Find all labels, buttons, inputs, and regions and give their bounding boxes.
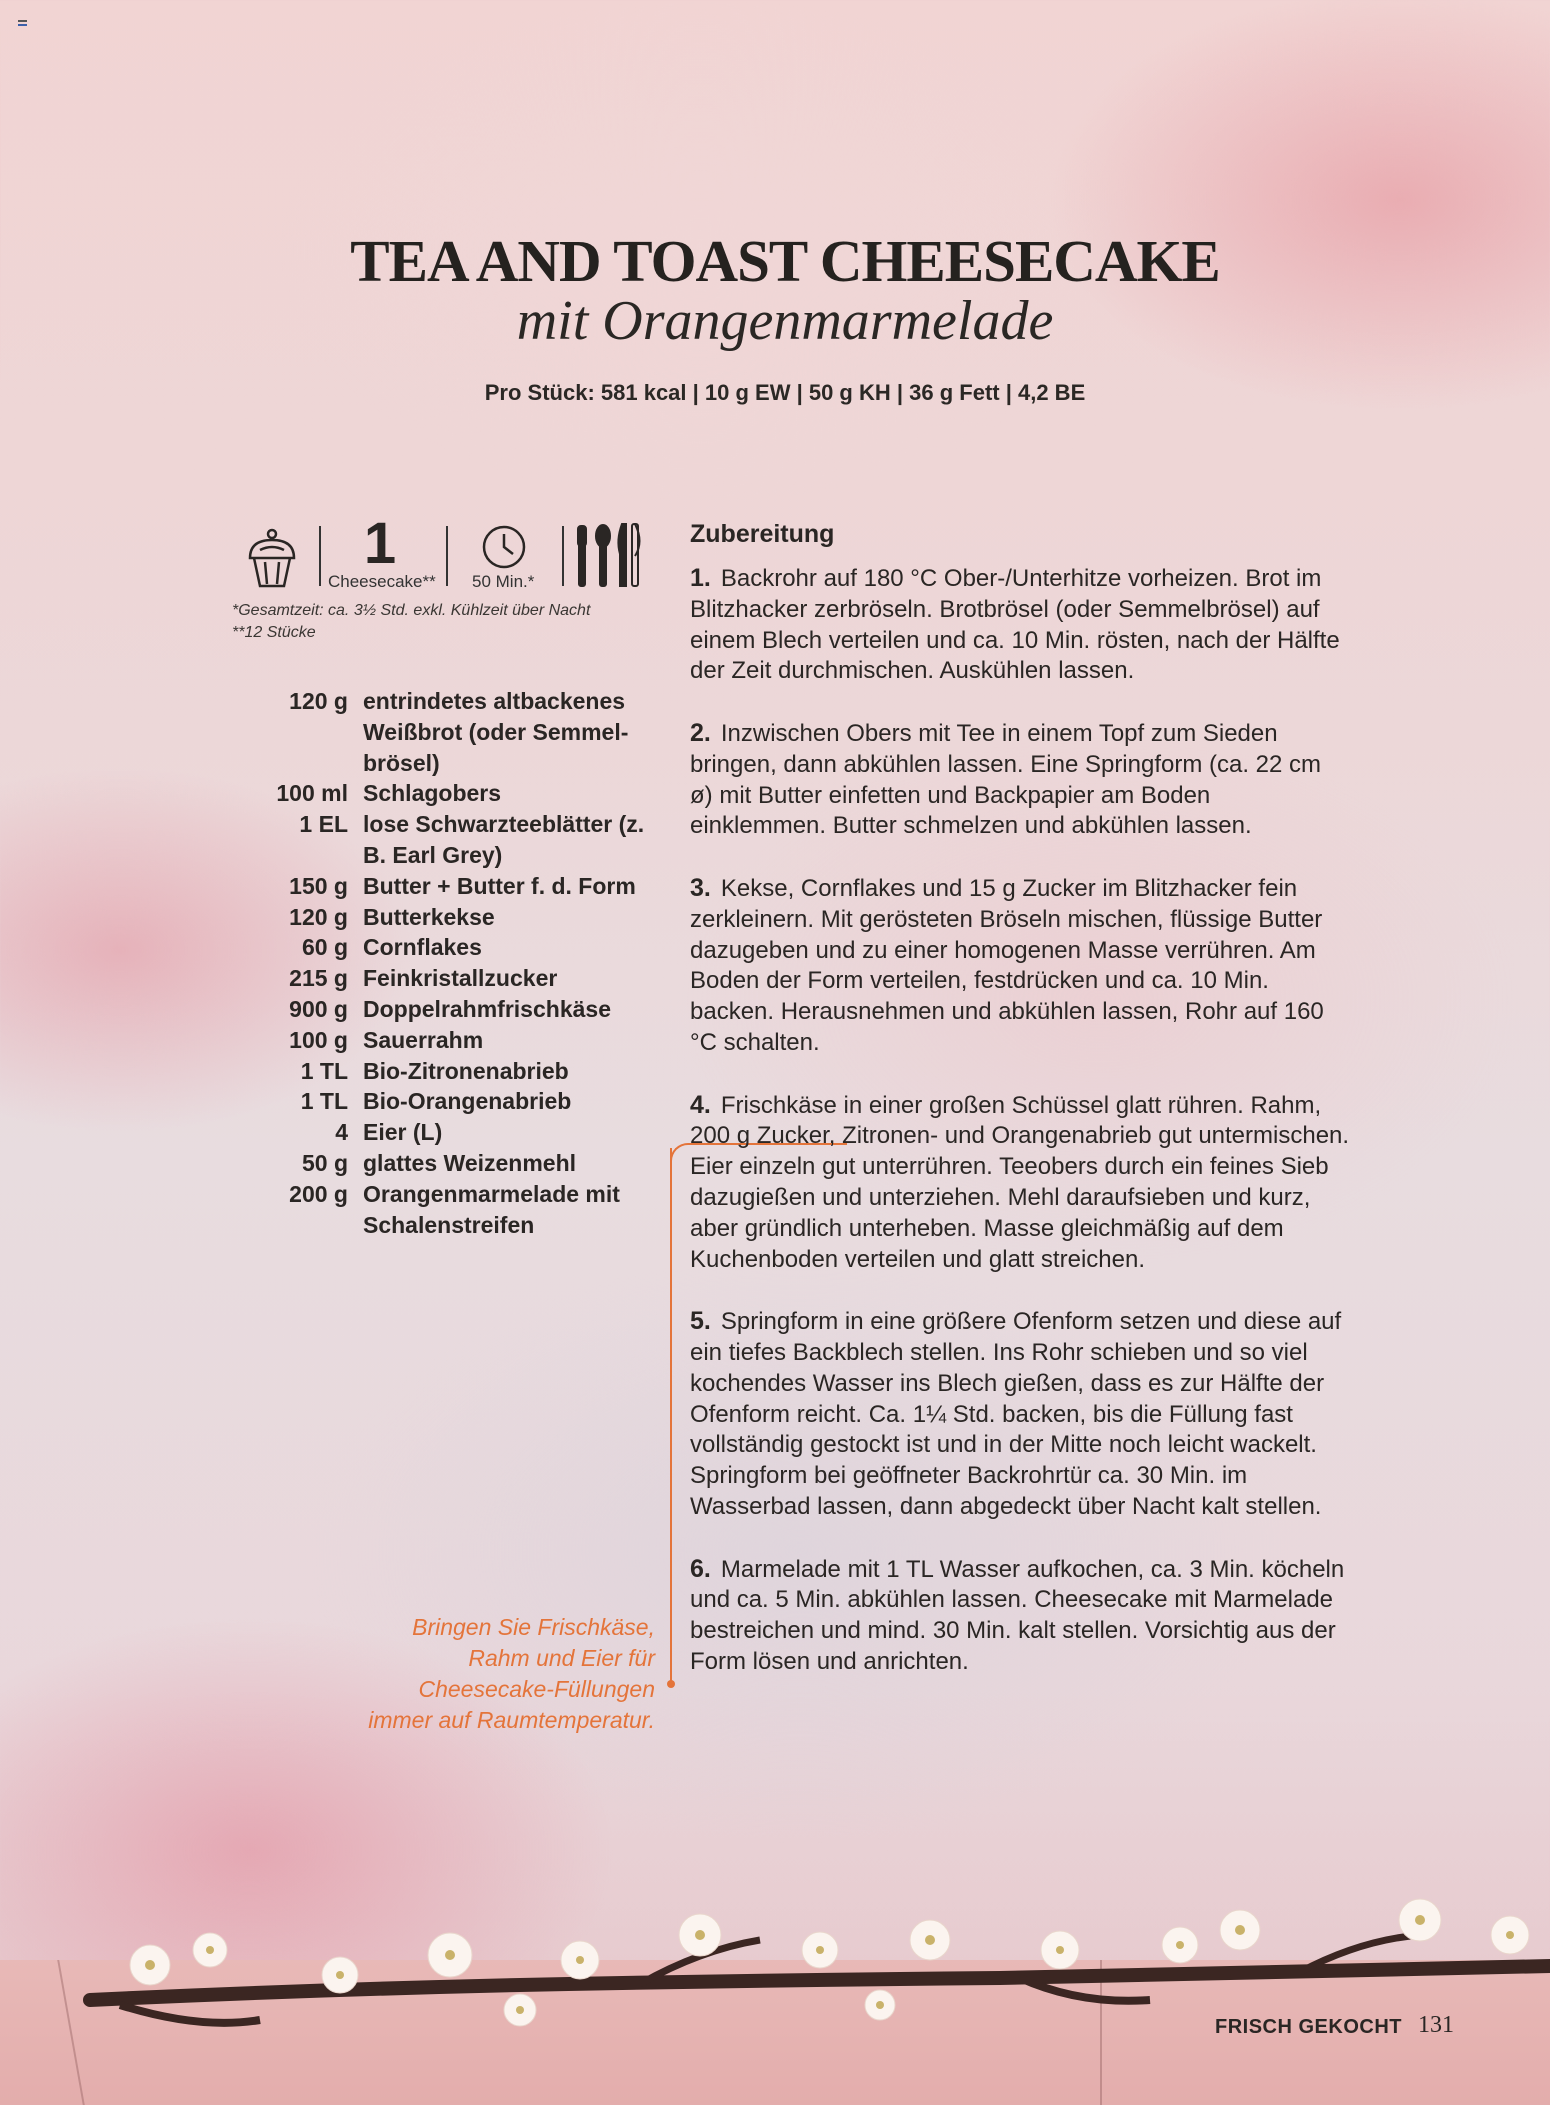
ingredient-row [232,1056,662,1087]
footnote-time: *Gesamtzeit: ca. 3½ Std. exkl. Kühlzeit über Nacht [232,602,591,619]
tip-connector-line [670,1148,672,1686]
step-number: 3. [690,873,711,902]
step [690,1554,1350,1678]
footnote-pieces: **12 Stücke [232,624,316,641]
tip-text: Bringen Sie Frischkäse, Rahm und Eier für Cheesecake-Füllungen immer auf Raumtemperatur. [368,1614,655,1733]
info-icons [240,520,660,592]
recipe-subtitle: mit Orangenmarmelade [516,290,1054,352]
clock-icon [481,524,527,570]
step-text: Backrohr auf 180 °C Ober-/Unterhitze vorheizen. Brot im Blitzhacker zerbröseln. Brotbrösel (oder Semmelbrösel) auf einem Blech verteilen und ca. 10 Min. rösten, nach der Hälfte der Zeit durchmischen. Auskühlen lassen. [690,565,1340,685]
divider [319,526,321,586]
ingredient-name: Orangenmarmelade mit Schalenstreifen [363,1180,620,1238]
ingredient-name: Doppelrahmfrischkäse [363,995,611,1022]
ingredient-name: Feinkristallzucker [363,965,558,992]
ingredient-name: Bio-Orangenabrieb [363,1088,572,1115]
ingredient-row [232,1179,662,1241]
blossom-branch-image [0,1880,1550,2105]
recipe-title: TEA AND TOAST CHEESECAKE [350,228,1220,294]
ingredient-amount: 200 g [289,1180,348,1207]
step-number: 2. [690,718,711,747]
ingredient-row [232,1117,662,1148]
ingredient-amount: 100 g [289,1026,348,1053]
step-number: 5. [690,1307,711,1336]
step-text: Kekse, Cornflakes und 15 g Zucker im Blitzhacker fein zerkleinern. Mit gerösteten Bröseln mischen, flüssige Butter dazugeben und zu einer homogenen Masse verrühren. Am Boden der Form verteilen, festdrücken und ca. 10 Min. backen. Herausnehmen und abkühlen lassen, Rohr auf 160 °C schalten. [690,874,1324,1056]
ingredient-amount: 215 g [289,965,348,992]
ingredient-list [232,686,662,1240]
ingredient-row [232,1025,662,1056]
ingredient-name: Schlagobers [363,780,502,807]
step-text: Springform in eine größere Ofenform setzen und diese auf ein tiefes Backblech stellen. Ins Rohr schieben und so viel kochendes Wasser ins Blech gießen, dass es zur Hälfte der Ofenform reicht. Ca. 1¼ Std. backen, bis die Füllung fast vollständig gestockt ist und in der Mitte noch leicht wackelt. Springform bei geöffneter Backrohrtür ca. 30 Min. im Wasserbad lassen, dann abgedeckt über Nacht kalt stellen. [690,1308,1342,1520]
ingredient-row [232,1086,662,1117]
ingredient-amount: 900 g [289,995,348,1022]
divider [446,526,448,586]
menu-icon[interactable] [18,20,27,26]
serving-count: 1 [363,511,397,576]
ingredient-name: lose Schwarzteeblätter (z. B. Earl Grey) [363,811,645,868]
ingredient-name: Sauerrahm [363,1026,484,1053]
ingredient-name: Bio-Zitronenabrieb [363,1057,569,1084]
ingredient-name: Butterkekse [363,903,495,930]
ingredient-row [232,809,662,871]
ingredient-amount: 1 EL [299,811,348,838]
ingredient-name: Eier (L) [363,1119,443,1146]
step-text: Marmelade mit 1 TL Wasser aufkochen, ca. 3 Min. köcheln und ca. 5 Min. abkühlen lassen. Cheesecake mit Marmelade bestreichen und mind. 30 Min. kalt stellen. Vorsichtig aus der Form lösen und anrichten. [690,1555,1345,1675]
step-number: 4. [690,1090,711,1119]
ingredient-amount: 1 TL [300,1057,348,1084]
ingredient-row [232,1148,662,1179]
preparation-heading: Zubereitung [690,520,835,548]
ingredient-amount: 120 g [289,688,348,714]
ingredient-name: entrindetes altbackenes Weißbrot (oder Semmel-brösel) [363,688,629,776]
step-number: 1. [690,564,711,592]
ingredient-row [232,963,662,994]
ingredient-row [232,686,662,778]
magazine-brand: FRISCH GEKOCHT [1215,2016,1402,2038]
step [690,718,1350,842]
ingredient-row [232,871,662,902]
step [690,1090,1350,1276]
ingredient-name: Butter + Butter f. d. Form [363,872,636,899]
divider [562,526,564,586]
step-text: Inzwischen Obers mit Tee in einem Topf zum Sieden bringen, dann abkühlen lassen. Eine Springform (ca. 22 cm ø) mit Butter einfetten und Backpapier am Boden einklemmen. Butter schmelzen und abkühlen lassen. [690,719,1322,840]
step-number: 6. [690,1554,711,1583]
ingredient-name: Cornflakes [363,934,482,961]
page-number: 131 [1418,2012,1454,2038]
ingredient-amount: 4 [335,1119,348,1146]
time-label: 50 Min.* [472,572,535,591]
tip-connector-dot [667,1680,675,1688]
step [690,1306,1350,1523]
ingredient-row [232,994,662,1025]
nutrition-info: Pro Stück: 581 kcal | 10 g EW | 50 g KH | 36 g Fett | 4,2 BE [484,380,1086,405]
ingredient-amount: 120 g [289,903,348,930]
ingredient-name: glattes Weizenmehl [363,1149,577,1176]
ingredient-amount: 60 g [301,934,348,961]
step [690,873,1350,1059]
ingredient-amount: 50 g [301,1149,348,1176]
ingredient-row [232,902,662,933]
preparation-steps [690,563,1350,1708]
ingredient-amount: 150 g [289,872,348,899]
cupcake-icon [250,530,294,586]
step [690,563,1350,687]
ingredient-row [232,932,662,963]
serving-label: Cheesecake** [328,572,436,591]
step-text: Frischkäse in einer großen Schüssel glatt rühren. Rahm, 200 g Zucker, Zitronen- und Orangenabrieb gut untermischen. Eier einzeln gut unterrühren. Teeobers durch ein feines Sieb dazugießen und unterziehen. Mehl daraufsieben und kurz, aber gründlich unterheben. Masse gleichmäßig auf dem Kuchenboden verteilen und glatt streichen. [690,1091,1350,1273]
ingredient-amount: 1 TL [300,1088,348,1115]
cutlery-icon [578,524,640,586]
ingredient-row [232,778,662,809]
ingredient-amount: 100 ml [276,780,348,807]
